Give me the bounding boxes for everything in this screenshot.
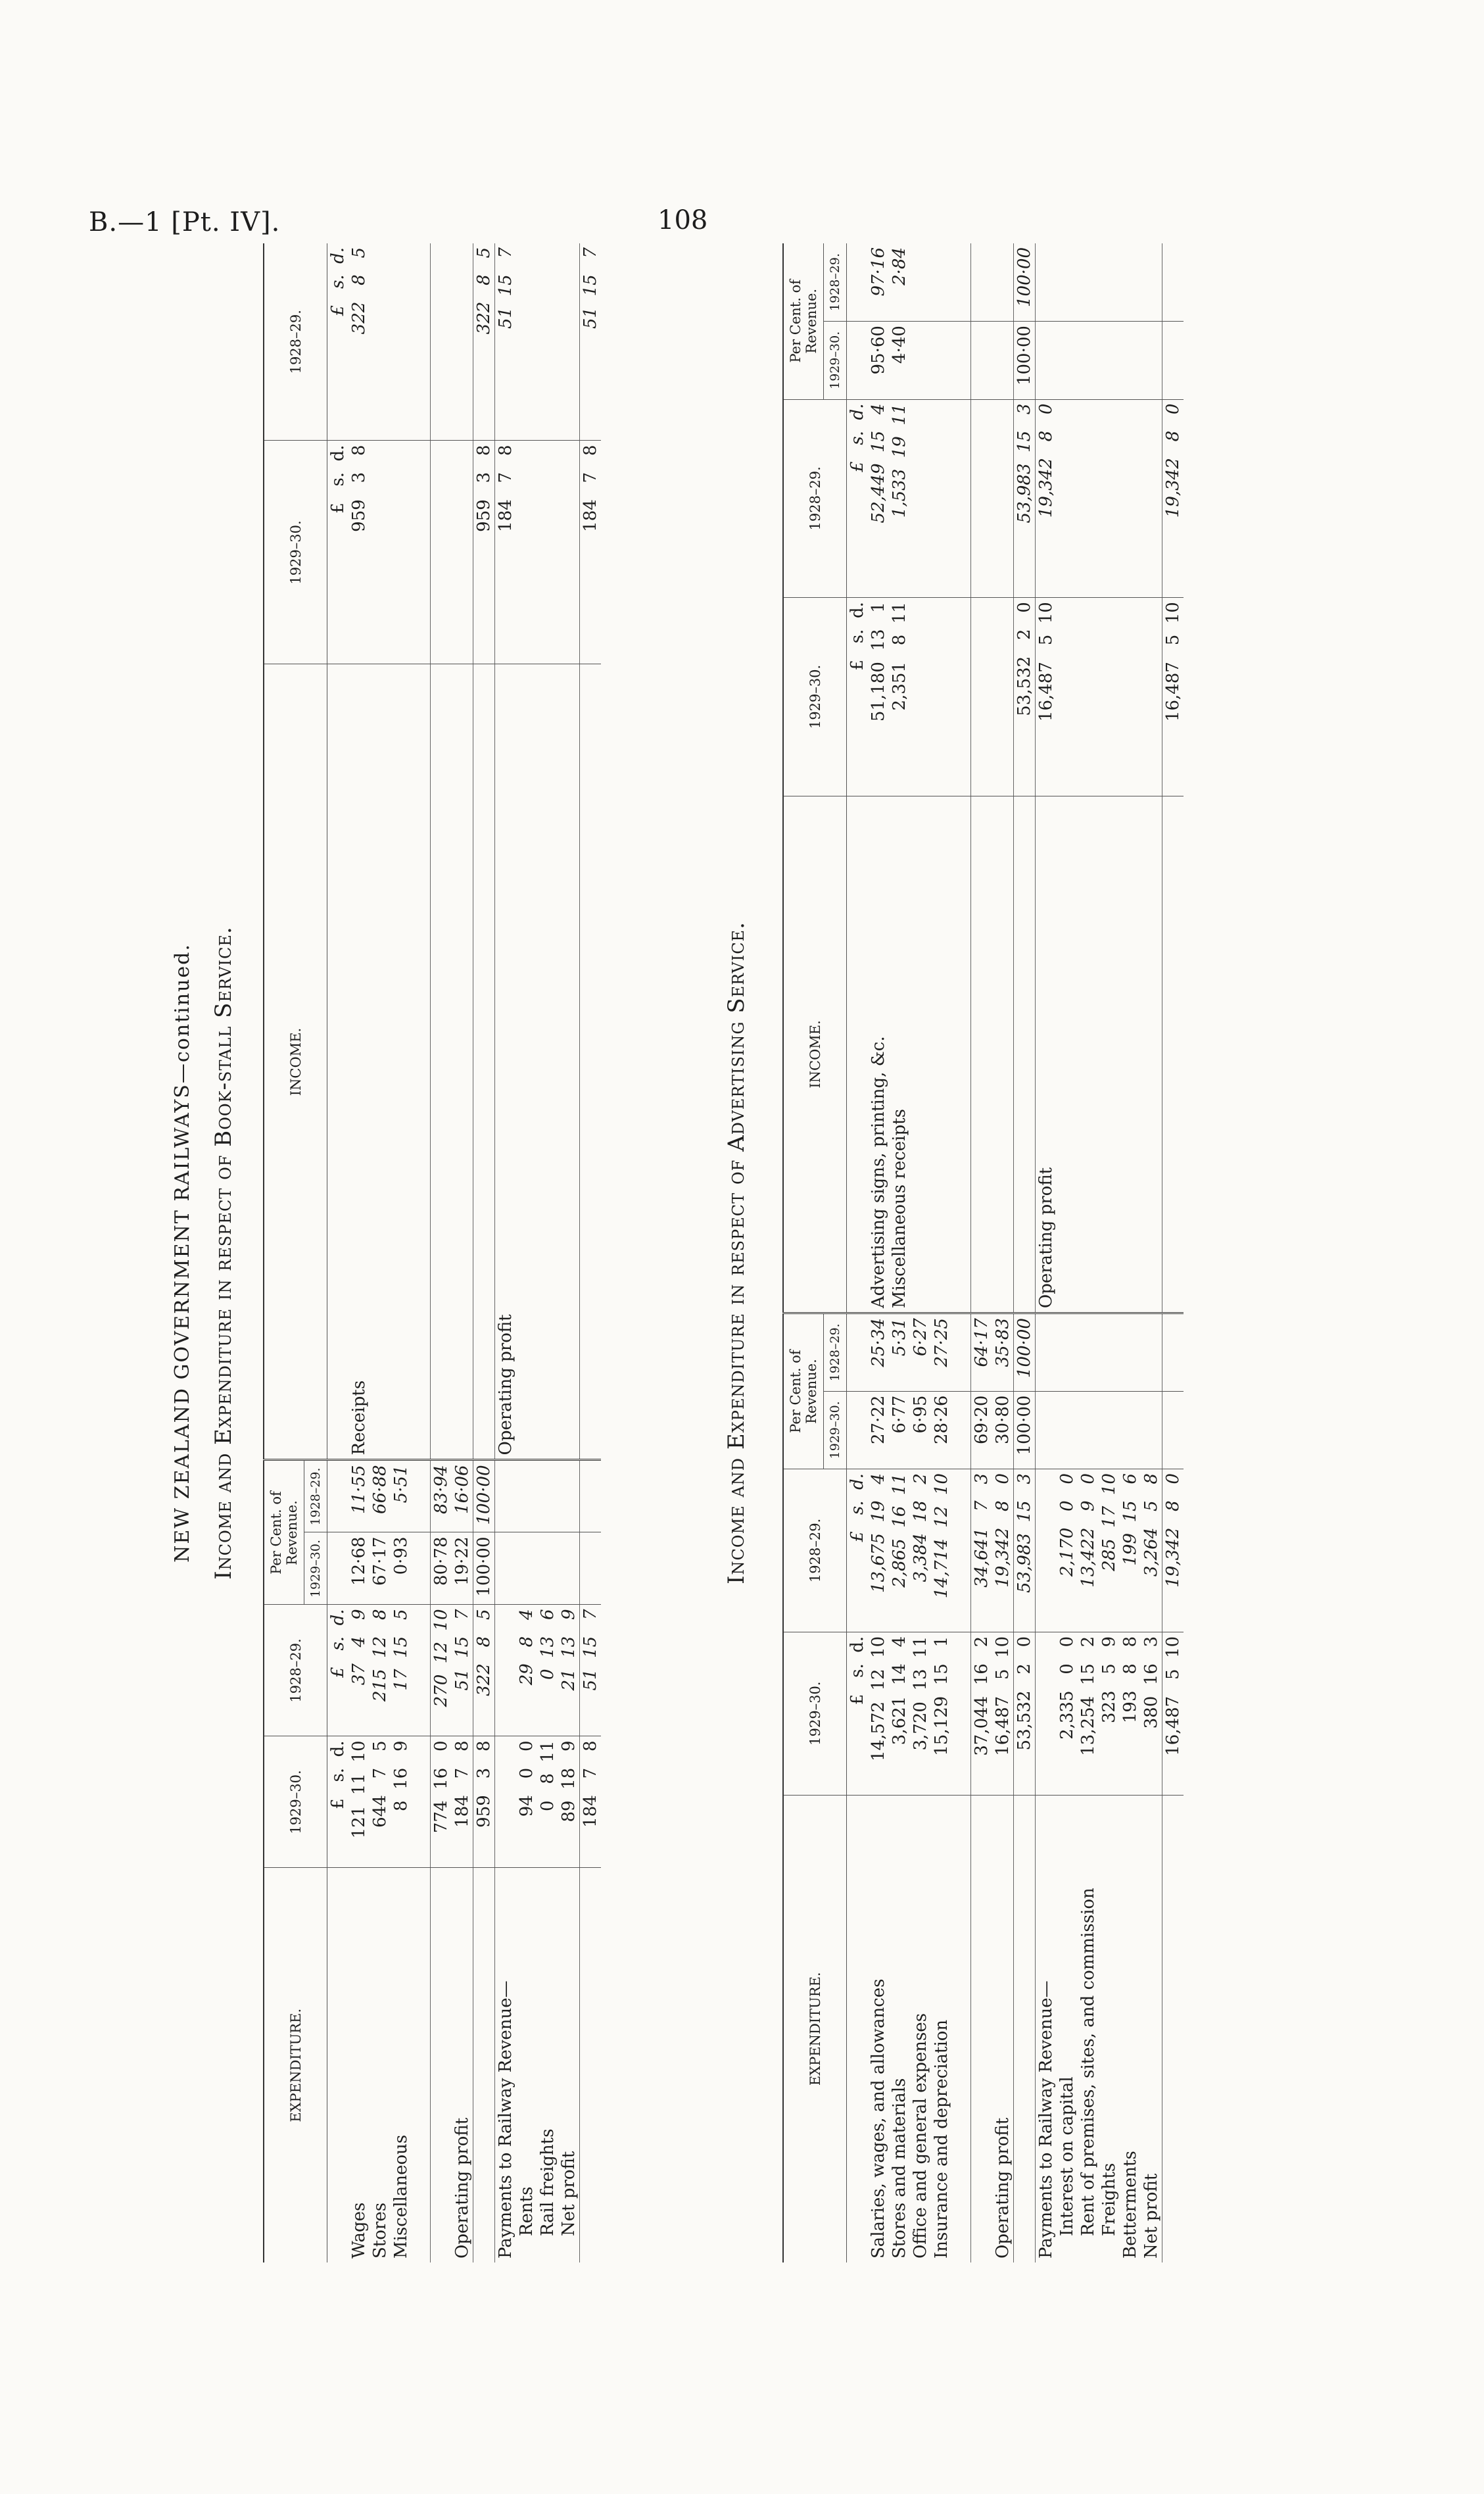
amount-1929: 215 12 8 [370, 1605, 391, 1736]
income-pct-1929: 2·84 [889, 243, 910, 322]
subtotal-pct-1929: 64·17 [971, 1313, 993, 1391]
pct-1930: 67·17 [370, 1532, 391, 1605]
amount-1930: 15,129 15 1 [931, 1632, 952, 1795]
operating-profit-1929: 19,342 8 0 [992, 1469, 1014, 1632]
bookstall-inc-col-1929: 1928–29. [264, 243, 327, 441]
adv-pct-1929: 1928–29. [824, 1313, 847, 1391]
operating-profit-1929: 51 15 7 [452, 1605, 473, 1736]
pct-1929: 66·88 [370, 1460, 391, 1532]
income-op-total-1929: 51 15 7 [580, 243, 602, 441]
advertising-title: Income and Expenditure in respect of Advertising Service. [723, 921, 750, 1584]
pct-1929: 5·31 [889, 1313, 910, 1391]
unit-label: £ s. d. [847, 399, 869, 598]
payment-1929: 0 13 6 [537, 1605, 558, 1736]
pct-1930: 6·77 [889, 1391, 910, 1469]
payment-1929: 2,170 0 0 [1057, 1469, 1078, 1632]
subtotal-1929: 270 12 10 [431, 1605, 452, 1736]
operating-profit-pct-1929: 16·06 [452, 1460, 473, 1532]
adv-col-inc: INCOME. [783, 796, 847, 1313]
bookstall-pct-1930: 1929–30. [304, 1532, 327, 1605]
income-1929: 52,449 15 4 [868, 399, 889, 598]
payment-label: Interest on capital [1057, 2076, 1077, 2236]
payment-1929: 13,422 9 0 [1078, 1469, 1099, 1632]
payments-label: Payments to Railway Revenue— [495, 1868, 517, 2262]
operating-profit-1930: 184 7 8 [452, 1736, 473, 1868]
income-total-1929: 53,983 15 3 [1014, 399, 1036, 598]
bookstall-table [263, 243, 601, 2262]
adv-col-1930: 1929–30. [783, 1632, 847, 1795]
total-pct-1930: 100·00 [1014, 1391, 1036, 1469]
income-pct-1930: 95·60 [868, 322, 889, 399]
operating-profit-label: Operating profit [993, 2117, 1013, 2259]
bookstall-col-inc: INCOME. [264, 664, 327, 1460]
amount-1930: 3,720 13 11 [910, 1632, 931, 1795]
payment-label: Freights [1099, 2163, 1119, 2236]
pct-1930: 28·26 [931, 1391, 952, 1469]
pct-1929: 11·55 [348, 1460, 370, 1532]
payment-label: Rail freights [538, 2128, 558, 2236]
pct-1930: 27·22 [868, 1391, 889, 1469]
income-total-pct-1929: 100·00 [1014, 243, 1036, 322]
payment-1930: 323 5 9 [1099, 1632, 1120, 1795]
amount-1930: 14,572 12 10 [868, 1632, 889, 1795]
bookstall-col-pct: Per Cent. of Revenue. [264, 1460, 304, 1605]
payment-1930: 13,254 15 2 [1078, 1632, 1099, 1795]
pct-1930: 0·93 [391, 1532, 412, 1605]
income-total-1930: 959 3 8 [473, 441, 495, 664]
payment-1930: 94 0 0 [516, 1736, 537, 1868]
adv-col-1929: 1928–29. [783, 1469, 847, 1632]
amount-1929: 13,675 19 4 [868, 1469, 889, 1632]
bookstall-col-1930: 1929–30. [264, 1736, 327, 1868]
page-number: 108 [658, 205, 708, 235]
income-1930: 2,351 8 11 [889, 598, 910, 796]
income-total-1929: 322 8 5 [473, 243, 495, 441]
income-1930: 51,180 13 1 [868, 598, 889, 796]
subtotal-1930: 37,044 16 2 [971, 1632, 993, 1795]
total-1929: 322 8 5 [473, 1605, 495, 1736]
advertising-table [782, 243, 1184, 2262]
income-op-total-1930: 184 7 8 [580, 441, 602, 664]
bookstall-col-1929: 1928–29. [264, 1605, 327, 1736]
payments-total-1929: 19,342 8 0 [1162, 1469, 1184, 1632]
payment-1930: 193 8 8 [1120, 1632, 1141, 1795]
income-operating-profit-1929: 19,342 8 0 [1036, 399, 1057, 598]
payment-1929: 21 13 9 [558, 1605, 580, 1736]
payment-1930: 380 16 3 [1141, 1632, 1162, 1795]
income-operating-profit-1929: 51 15 7 [495, 243, 517, 441]
expenditure-label: Insurance and depreciation [932, 2019, 951, 2259]
income-operating-profit-label: Operating profit [1036, 796, 1057, 1313]
income-total-pct-1930: 100·00 [1014, 322, 1036, 399]
operating-profit-pct-1929: 35·83 [992, 1313, 1014, 1391]
amount-1930: 121 11 10 [348, 1736, 370, 1868]
unit-label: £ s. d. [327, 1736, 349, 1868]
income-1929: 322 8 5 [348, 243, 370, 441]
expenditure-label: Stores and materials [890, 2078, 909, 2259]
income-label: Advertising signs, printing, &c. [868, 796, 889, 1313]
adv-inc-pct-1929: 1928–29. [824, 243, 847, 322]
payment-label: Net profit [1141, 2173, 1161, 2259]
payment-1929: 29 8 4 [516, 1605, 537, 1736]
expenditure-label: Wages [349, 2202, 369, 2259]
payment-1929: 285 17 10 [1099, 1469, 1120, 1632]
rotated-content [151, 243, 1308, 2262]
income-operating-profit-label: Operating profit [495, 664, 517, 1460]
adv-inc-col-pct: Per Cent. of Revenue. [783, 243, 824, 399]
unit-label: £ s. d. [327, 243, 349, 441]
payments-total-1930: 184 7 8 [580, 1736, 602, 1868]
amount-1929: 17 15 5 [391, 1605, 412, 1736]
amount-1930: 8 16 9 [391, 1736, 412, 1868]
adv-pct-1930: 1929–30. [824, 1391, 847, 1469]
main-heading: NEW ZEALAND GOVERNMENT RAILWAYS—continued. [171, 943, 194, 1563]
income-label: Miscellaneous receipts [889, 796, 910, 1313]
expenditure-label: Miscellaneous [391, 2134, 411, 2259]
income-operating-profit-1930: 184 7 8 [495, 441, 517, 664]
expenditure-label: Office and general expenses [911, 2013, 930, 2259]
unit-label: £ s. d. [847, 1632, 869, 1795]
pct-1930: 6·95 [910, 1391, 931, 1469]
unit-label: £ s. d. [847, 598, 869, 796]
subtotal-pct-1929: 83·94 [431, 1460, 452, 1532]
total-1930: 53,532 2 0 [1014, 1632, 1036, 1795]
operating-profit-1930: 16,487 5 10 [992, 1632, 1014, 1795]
payment-label: Rents [517, 2186, 537, 2236]
operating-profit-pct-1930: 30·80 [992, 1391, 1014, 1469]
adv-inc-pct-1930: 1929–30. [824, 322, 847, 399]
total-pct-1929: 100·00 [473, 1460, 495, 1532]
payments-total-1930: 16,487 5 10 [1162, 1632, 1184, 1795]
bookstall-col-exp: EXPENDITURE. [264, 1868, 327, 2262]
payment-1930: 2,335 0 0 [1057, 1632, 1078, 1795]
total-pct-1929: 100·00 [1014, 1313, 1036, 1391]
subtotal-pct-1930: 69·20 [971, 1391, 993, 1469]
bookstall-inc-col-1930: 1929–30. [264, 441, 327, 664]
pct-1930: 12·68 [348, 1532, 370, 1605]
payments-label: Payments to Railway Revenue— [1036, 1795, 1057, 2262]
unit-label: £ s. d. [847, 1469, 869, 1632]
amount-1930: 644 7 5 [370, 1736, 391, 1868]
income-pct-1930: 4·40 [889, 322, 910, 399]
adv-col-pct: Per Cent. of Revenue. [783, 1313, 824, 1469]
income-1929: 1,533 19 11 [889, 399, 910, 598]
page-reference: B.—1 [Pt. IV]. [89, 207, 281, 237]
income-pct-1929: 97·16 [868, 243, 889, 322]
bookstall-title: Income and Expenditure in respect of Book-stall Service. [210, 926, 237, 1580]
unit-label: £ s. d. [327, 441, 349, 664]
adv-inc-col-1930: 1929–30. [783, 598, 847, 796]
amount-1929: 37 4 9 [348, 1605, 370, 1736]
payment-label: Rent of premises, sites, and commission [1078, 1888, 1098, 2236]
amount-1929: 14,714 12 10 [931, 1469, 952, 1632]
total-1930: 959 3 8 [473, 1736, 495, 1868]
operating-profit-pct-1930: 19·22 [452, 1532, 473, 1605]
pct-1929: 6·27 [910, 1313, 931, 1391]
amount-1929: 3,384 18 2 [910, 1469, 931, 1632]
payment-label: Net profit [559, 2151, 579, 2236]
payment-1930: 0 8 11 [537, 1736, 558, 1868]
subtotal-1930: 774 16 0 [431, 1736, 452, 1868]
amount-1930: 3,621 14 4 [889, 1632, 910, 1795]
adv-col-exp: EXPENDITURE. [783, 1795, 847, 2262]
expenditure-label: Salaries, wages, and allowances [869, 1978, 888, 2259]
pct-1929: 27·25 [931, 1313, 952, 1391]
pct-1929: 5·51 [391, 1460, 412, 1532]
operating-profit-label: Operating profit [452, 2117, 472, 2259]
pct-1929: 25·34 [868, 1313, 889, 1391]
income-label: Receipts [348, 664, 370, 1460]
total-1929: 53,983 15 3 [1014, 1469, 1036, 1632]
income-1930: 959 3 8 [348, 441, 370, 664]
payment-label: Betterments [1120, 2151, 1140, 2259]
payment-1930: 89 18 9 [558, 1736, 580, 1868]
amount-1929: 2,865 16 11 [889, 1469, 910, 1632]
expenditure-label: Stores [370, 2202, 390, 2259]
income-op-total-1929: 19,342 8 0 [1162, 399, 1184, 598]
total-pct-1930: 100·00 [473, 1532, 495, 1605]
income-operating-profit-1930: 16,487 5 10 [1036, 598, 1057, 796]
income-op-total-1930: 16,487 5 10 [1162, 598, 1184, 796]
payment-1929: 199 15 6 [1120, 1469, 1141, 1632]
income-total-1930: 53,532 2 0 [1014, 598, 1036, 796]
bookstall-pct-1929: 1928–29. [304, 1460, 327, 1532]
subtotal-pct-1930: 80·78 [431, 1532, 452, 1605]
unit-label: £ s. d. [327, 1605, 349, 1736]
payment-1929: 3,264 5 8 [1141, 1469, 1162, 1632]
payments-total-1929: 51 15 7 [580, 1605, 602, 1736]
adv-inc-col-1929: 1928–29. [783, 399, 847, 598]
subtotal-1929: 34,641 7 3 [971, 1469, 993, 1632]
